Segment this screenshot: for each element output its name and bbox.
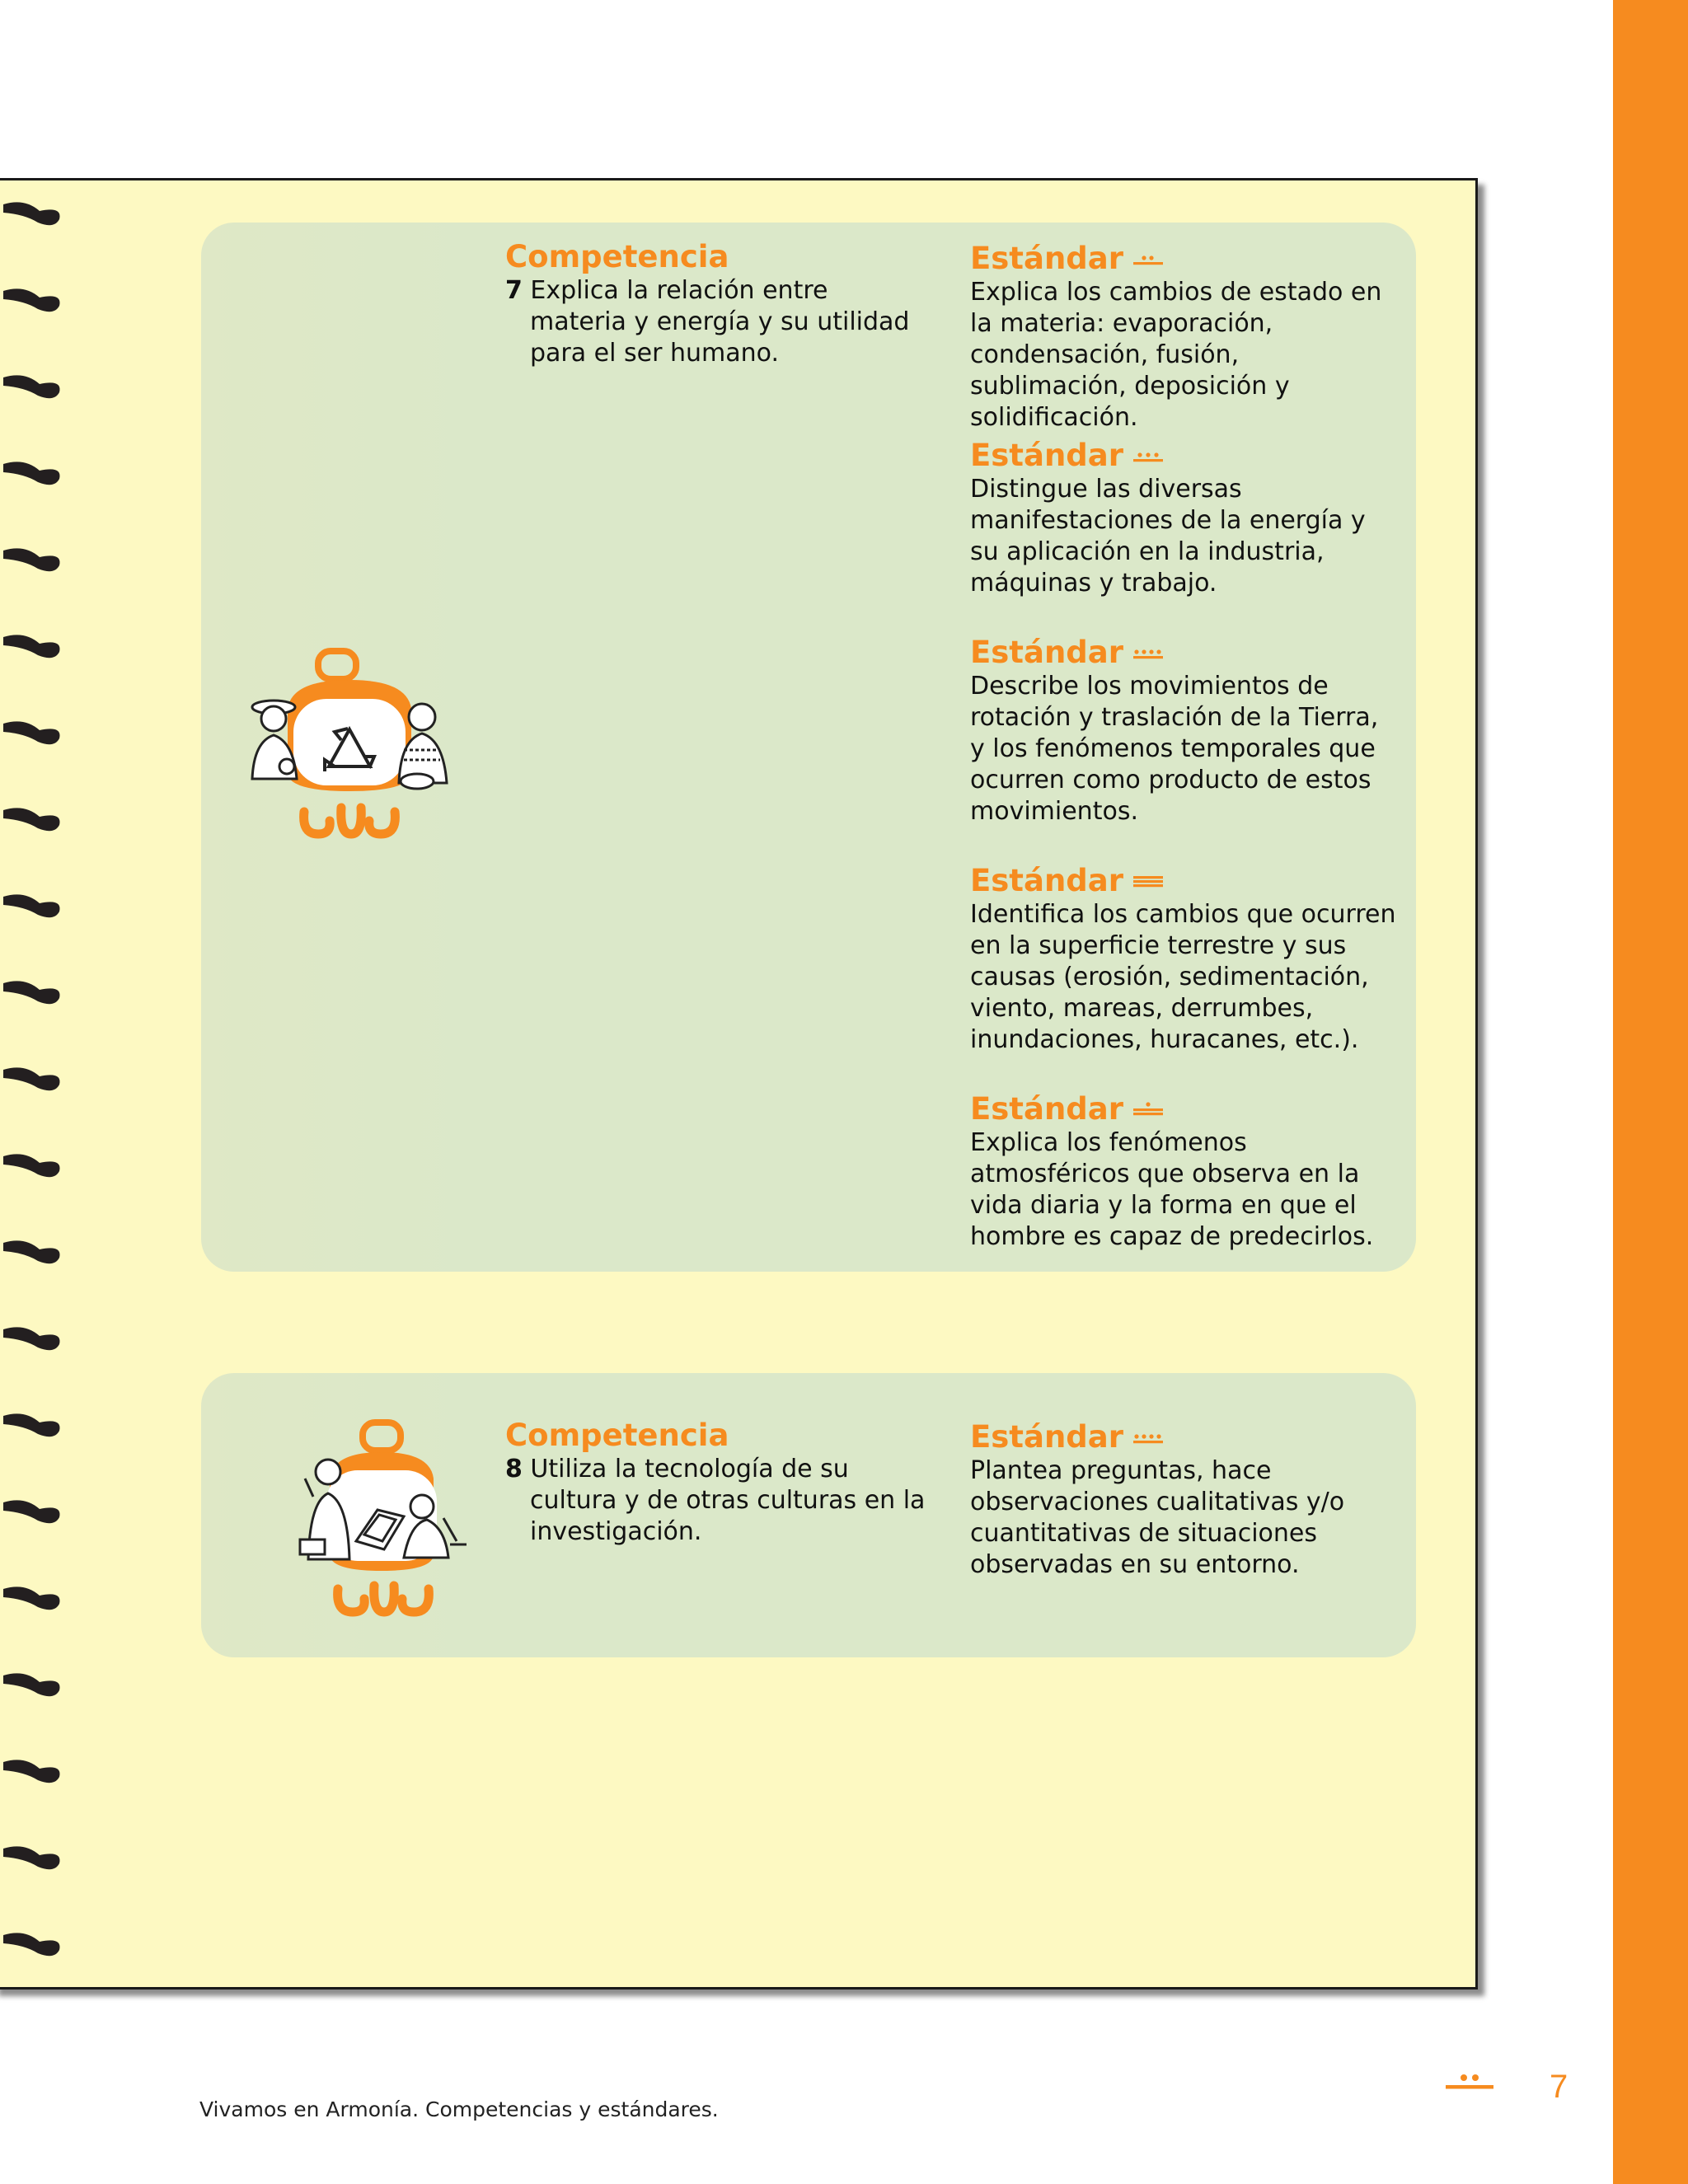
competencia-text bbox=[505, 275, 926, 369]
maya-numeral-9-icon bbox=[1132, 1427, 1165, 1447]
maya-numeral-14-icon bbox=[1132, 643, 1165, 663]
binding-ring bbox=[3, 202, 60, 225]
binding-ring bbox=[3, 1586, 60, 1610]
binding-ring bbox=[3, 1846, 60, 1869]
estandar-text: Distingue las diversas manifestaciones de la energía y su aplicación en la industria, máquinas y trabajo. bbox=[970, 475, 1366, 598]
binding-ring bbox=[3, 1933, 60, 1956]
binding-ring bbox=[3, 1067, 60, 1090]
binding-ring bbox=[3, 1673, 60, 1696]
competencia-description: Utiliza la tecnología de su cultura y de otras culturas en la investigación. bbox=[530, 1455, 926, 1546]
competencia-description: Explica la relación entre materia y energía y su utilidad para el ser humano. bbox=[530, 276, 910, 368]
spiral-binding bbox=[0, 178, 74, 1985]
estandar-text: Identifica los cambios que ocurren en la superficie terrestre y sus causas (erosión, sedimentación, viento, mareas, derrumbes, inundaciones, huracanes, etc.). bbox=[970, 900, 1396, 1054]
competencia-text bbox=[505, 1454, 926, 1548]
estandar-block-6 bbox=[970, 1419, 1399, 1581]
estandar-text: Describe los movimientos de rotación y traslación de la Tierra, y los fenómenos temporales que ocurren como producto de estos movimientos. bbox=[970, 672, 1379, 826]
estandar-block-5 bbox=[970, 1091, 1399, 1253]
competencia-number: 7 bbox=[505, 276, 523, 305]
competencia-block-8 bbox=[505, 1418, 926, 1548]
binding-ring bbox=[3, 1327, 60, 1350]
competencia-title: Competencia bbox=[505, 239, 729, 274]
estandar-title: Estándar bbox=[970, 635, 1123, 670]
page-number: 7 bbox=[1550, 2069, 1568, 2105]
binding-ring bbox=[3, 721, 60, 744]
binding-ring bbox=[3, 548, 60, 571]
binding-ring bbox=[3, 1240, 60, 1263]
binding-ring bbox=[3, 635, 60, 658]
binding-ring bbox=[3, 1500, 60, 1523]
binding-ring bbox=[3, 1154, 60, 1177]
estandar-title: Estándar bbox=[970, 438, 1123, 473]
estandar-title: Estándar bbox=[970, 1091, 1123, 1127]
binding-ring bbox=[3, 375, 60, 398]
orange-side-band bbox=[1613, 0, 1688, 2184]
estandar-title: Estándar bbox=[970, 1419, 1123, 1455]
binding-ring bbox=[3, 1760, 60, 1783]
estandar-block-1 bbox=[970, 241, 1399, 434]
estandar-text: Explica los cambios de estado en la materia: evaporación, condensación, fusión, sublimación, deposición y solidificación. bbox=[970, 278, 1382, 432]
maya-numeral-12-icon bbox=[1132, 249, 1165, 269]
binding-ring bbox=[3, 1413, 60, 1436]
maya-numeral-13-icon bbox=[1132, 446, 1165, 466]
binding-ring bbox=[3, 981, 60, 1004]
recycling-community-illustration bbox=[242, 643, 457, 849]
estandar-title: Estándar bbox=[970, 241, 1123, 276]
maya-numeral-15-icon bbox=[1132, 871, 1165, 891]
binding-ring bbox=[3, 808, 60, 831]
estandar-text: Explica los fenómenos atmosféricos que observa en la vida diaria y la forma en que el hombre es capaz de predecirlos. bbox=[970, 1128, 1374, 1251]
estandar-title: Estándar bbox=[970, 863, 1123, 898]
estandar-block-3 bbox=[970, 635, 1399, 827]
competencia-block-7 bbox=[505, 239, 926, 369]
maya-numeral-16-icon bbox=[1132, 1099, 1165, 1119]
binding-ring bbox=[3, 462, 60, 485]
footer-title: Vivamos en Armonía. Competencias y estándares. bbox=[199, 2097, 719, 2121]
binding-ring bbox=[3, 894, 60, 917]
binding-ring bbox=[3, 288, 60, 312]
competencia-title: Competencia bbox=[505, 1418, 729, 1453]
maya-numeral-7-icon bbox=[1444, 2069, 1495, 2093]
estandar-block-2 bbox=[970, 438, 1399, 599]
estandar-block-4 bbox=[970, 863, 1399, 1056]
technology-research-illustration bbox=[280, 1418, 478, 1620]
estandar-text: Plantea preguntas, hace observaciones cualitativas y/o cuantitativas de situaciones observadas en su entorno. bbox=[970, 1456, 1345, 1579]
competencia-number: 8 bbox=[505, 1455, 523, 1483]
